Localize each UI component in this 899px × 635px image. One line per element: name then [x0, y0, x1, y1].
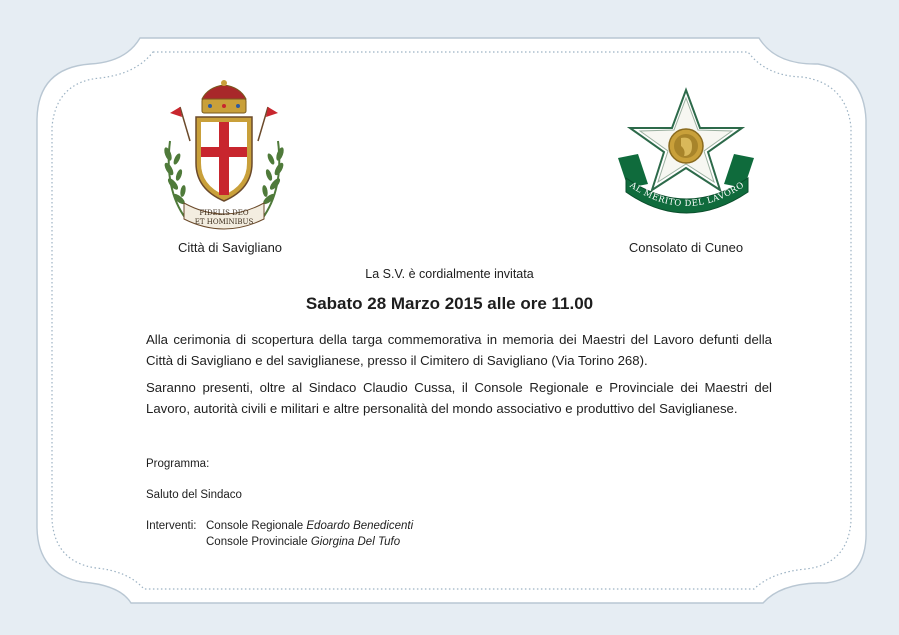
invite-line: La S.V. è cordialmente invitata	[365, 267, 534, 281]
motto-line-2: ET HOMINIBUS	[194, 218, 254, 226]
ribbon-text: AL MERITO DEL LAVORO	[627, 180, 747, 210]
caption-savigliano: Città di Savigliano	[177, 240, 283, 255]
motto-ribbon	[184, 203, 264, 229]
laurel-branch-right	[261, 141, 285, 219]
speaker-provinciale-name: Giorgina Del Tufo	[310, 536, 401, 548]
laurel-branch-left	[163, 141, 187, 219]
speaker-regionale	[206, 520, 413, 532]
interventi-label: Interventi:	[146, 520, 197, 532]
savigliano-coat-of-arms	[146, 79, 302, 235]
shield-icon	[196, 117, 252, 201]
programma-item-saluto: Saluto del Sindaco	[146, 489, 242, 501]
speaker-regionale-role: Console Regionale	[206, 520, 304, 532]
crown-icon	[202, 80, 246, 113]
speaker-provinciale-role: Console Provinciale	[206, 536, 308, 548]
speaker-regionale-name: Edoardo Benedicenti	[306, 520, 414, 532]
speaker-provinciale	[206, 536, 400, 548]
caption-cuneo: Consolato di Cuneo	[628, 240, 744, 255]
programma-heading: Programma:	[146, 458, 210, 470]
event-date-title: Sabato 28 Marzo 2015 alle ore 11.00	[305, 294, 594, 313]
motto-line-1: FIDELIS DEO	[199, 209, 249, 217]
paragraph-attendees: Saranno presenti, oltre al Sindaco Claudio Cussa, il Console Regionale e Provinciale dei Maestri del Lavoro, autorità civili e militari e altre personalità del mondo associativo e produttivo del Saviglianese.	[146, 380, 772, 416]
merito-lavoro-medal	[602, 72, 770, 230]
paragraph-ceremony: Alla cerimonia di scopertura della targa commemorativa in memoria dei Maestri del Lavoro defunti della Città di Savigliano e del saviglianese, presso il Cimitero di Savigliano (Via Torino 268).	[146, 332, 772, 368]
